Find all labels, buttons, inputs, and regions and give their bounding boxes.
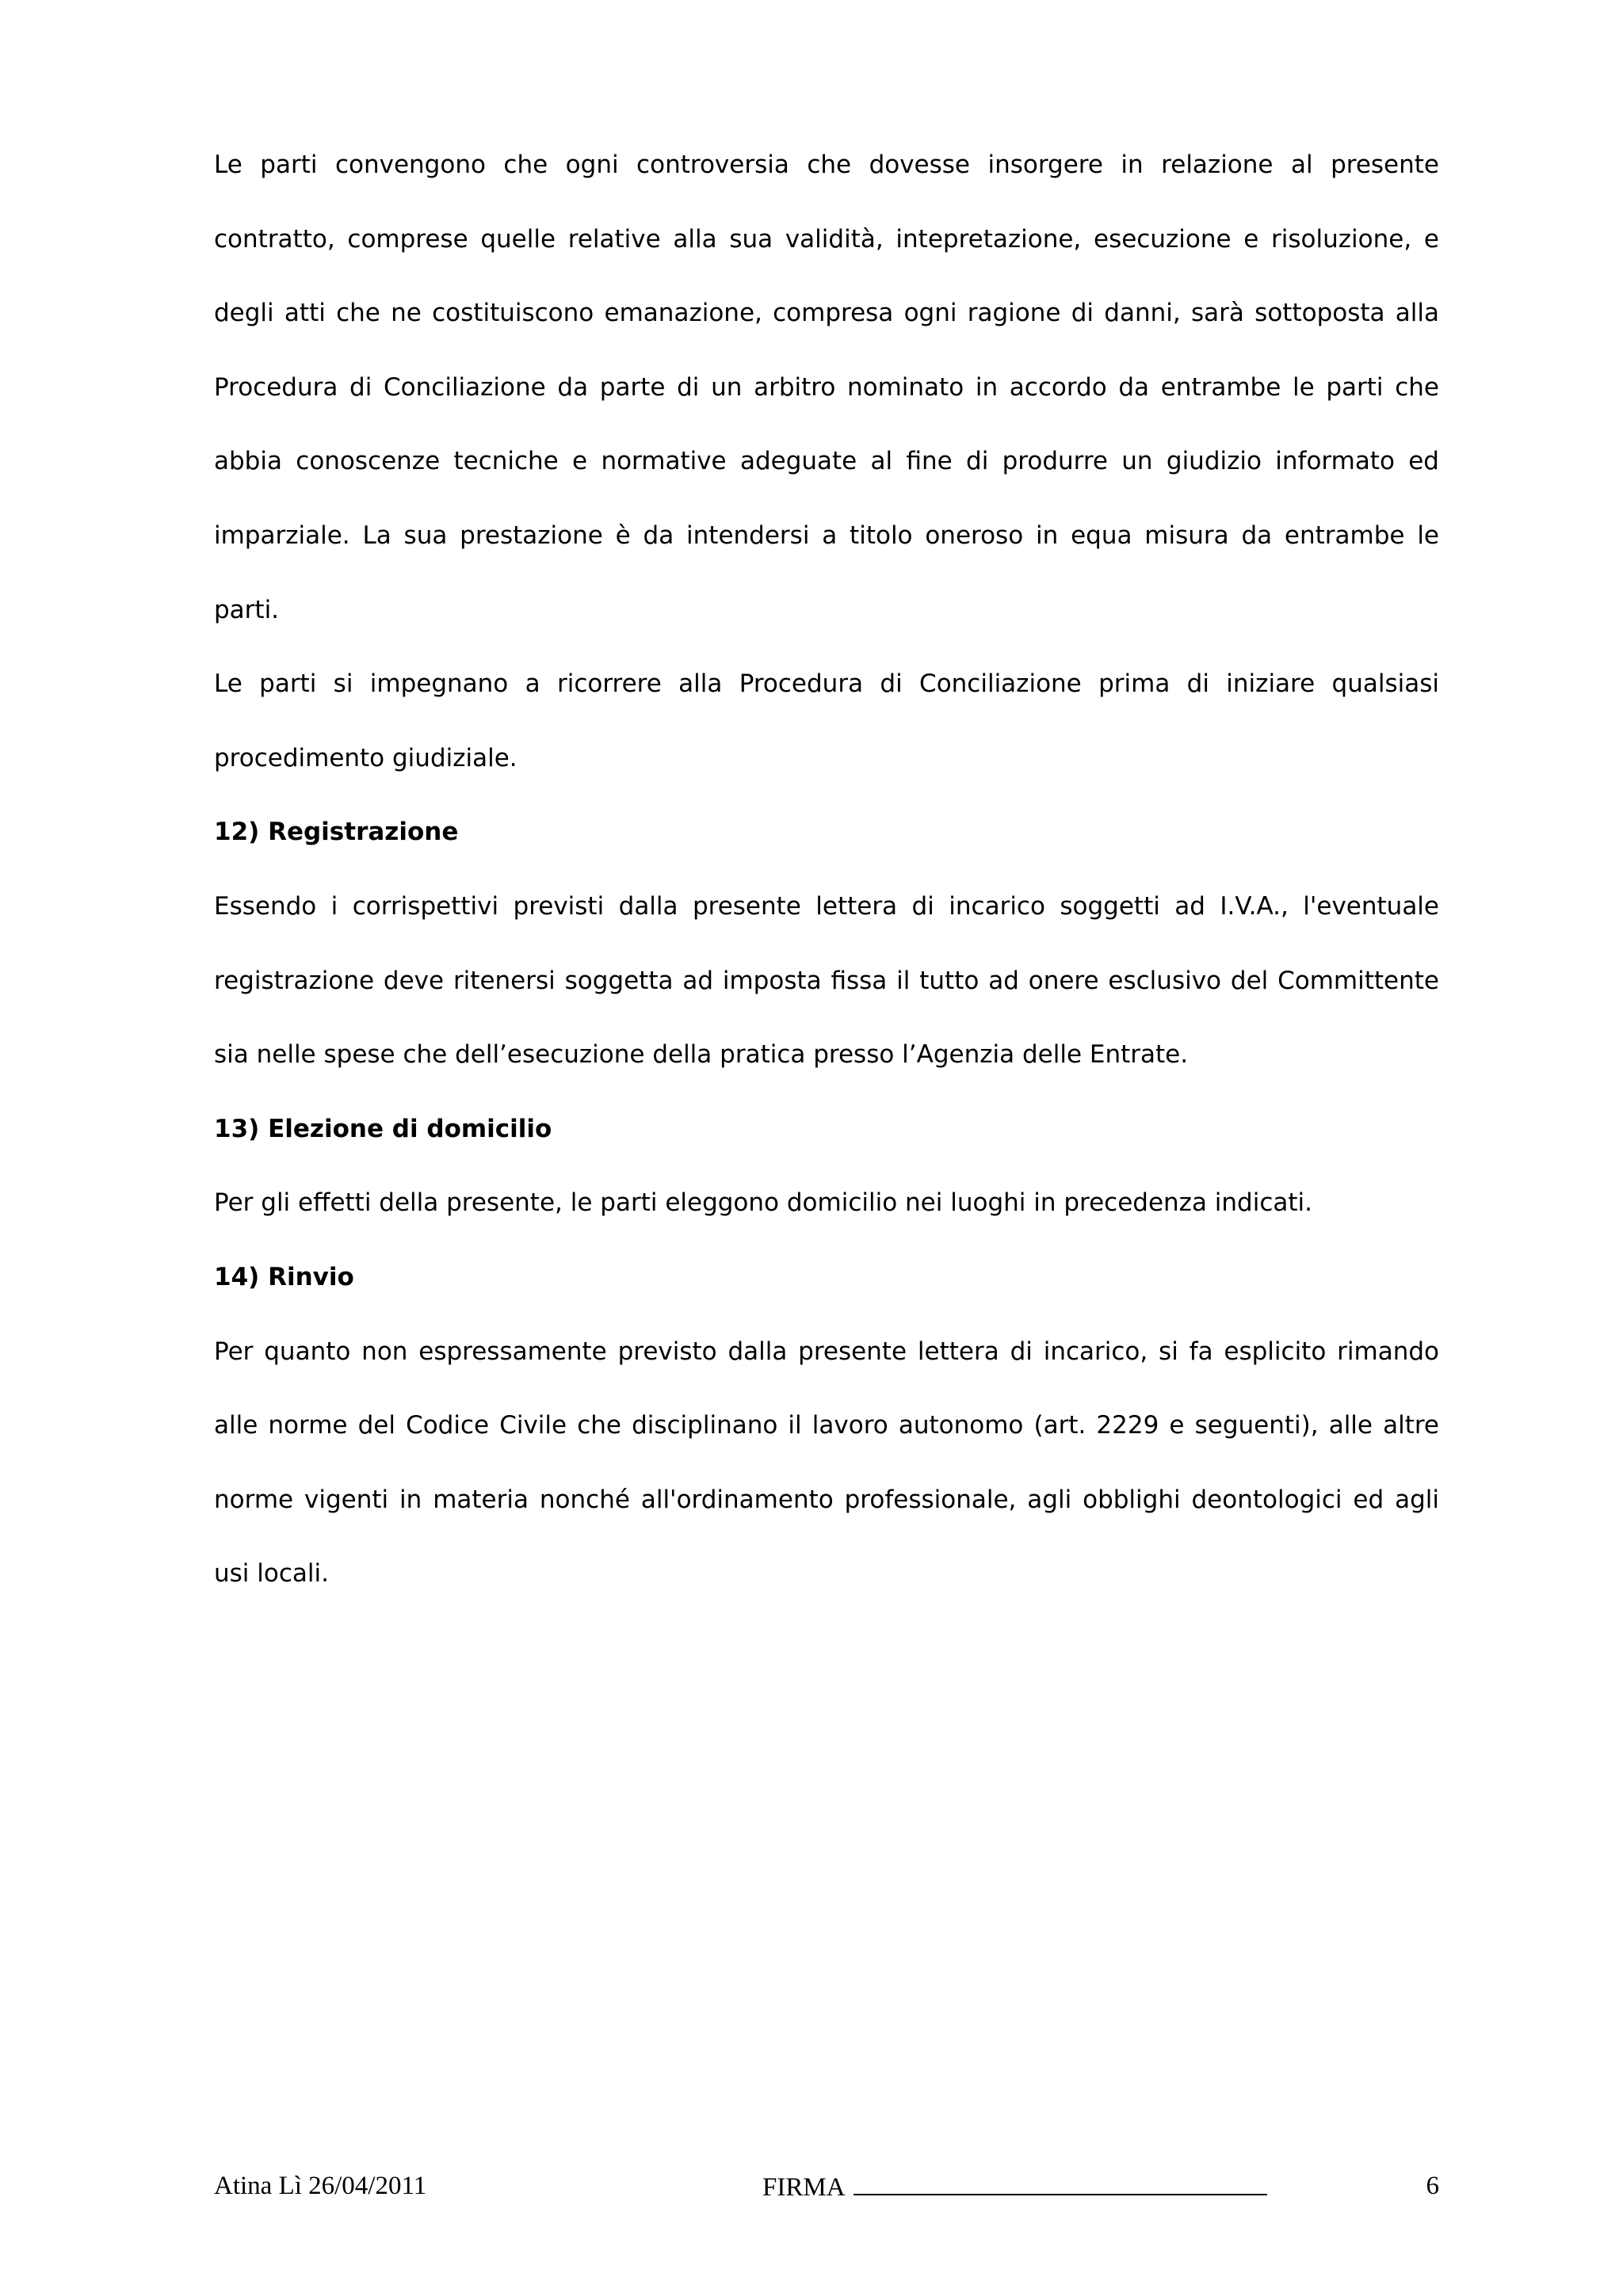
paragraph-conciliation-clause: Le parti convengono che ogni controversia che dovesse insorgere in relazione al presente contratto, comprese quelle relative alla sua validità, intepretazione, esecuzione e risoluzione, e degli atti che ne costituiscono emanazione, compresa ogni ragione di danni, sarà sottoposta alla Procedura di Conciliazione da parte di un arbitro nominato in accordo da entrambe le parti che abbia conoscenze tecniche e normative adeguate al fine di produrre un giudizio informato ed imparziale. La sua prestazione è da intendersi a titolo oneroso in equa misura da entrambe le parti. bbox=[214, 151, 1439, 624]
footer-place-date: Atina Lì 26/04/2011 bbox=[214, 2172, 427, 2200]
signature-line bbox=[854, 2167, 1267, 2195]
signature-label: FIRMA bbox=[762, 2173, 846, 2202]
paragraph-elezione-domicilio: Per gli effetti della presente, le parti eleggono domicilio nei luoghi in precedenza indicati. bbox=[214, 1188, 1313, 1218]
paragraph-rinvio: Per quanto non espressamente previsto dalla presente lettera di incarico, si fa esplicito rimando alle norme del Codice Civile che disciplinano il lavoro autonomo (art. 2229 e seguenti), alle altre norme vigenti in materia nonché all'ordinamento professionale, agli obblighi deontologici ed agli usi locali. bbox=[214, 1337, 1439, 1589]
paragraph-conciliation-commitment: Le parti si impegnano a ricorrere alla Procedura di Conciliazione prima di iniziare qualsiasi procedimento giudiziale. bbox=[214, 669, 1439, 772]
section-heading-elezione-domicilio: 13) Elezione di domicilio bbox=[214, 1114, 552, 1143]
section-heading-rinvio: 14) Rinvio bbox=[214, 1262, 354, 1291]
paragraph-registrazione: Essendo i corrispettivi previsti dalla presente lettera di incarico soggetti ad I.V.A., l'eventuale registrazione deve ritenersi soggetta ad imposta fissa il tutto ad onere esclusivo del Committente sia nelle spese che dell’esecuzione della pratica presso l’Agenzia delle Entrate. bbox=[214, 891, 1439, 1070]
page-number: 6 bbox=[1426, 2172, 1439, 2200]
footer-signature bbox=[762, 2167, 1267, 2206]
section-heading-registrazione: 12) Registrazione bbox=[214, 818, 459, 847]
page-footer bbox=[214, 2167, 1439, 2205]
document-body bbox=[214, 128, 1439, 1611]
